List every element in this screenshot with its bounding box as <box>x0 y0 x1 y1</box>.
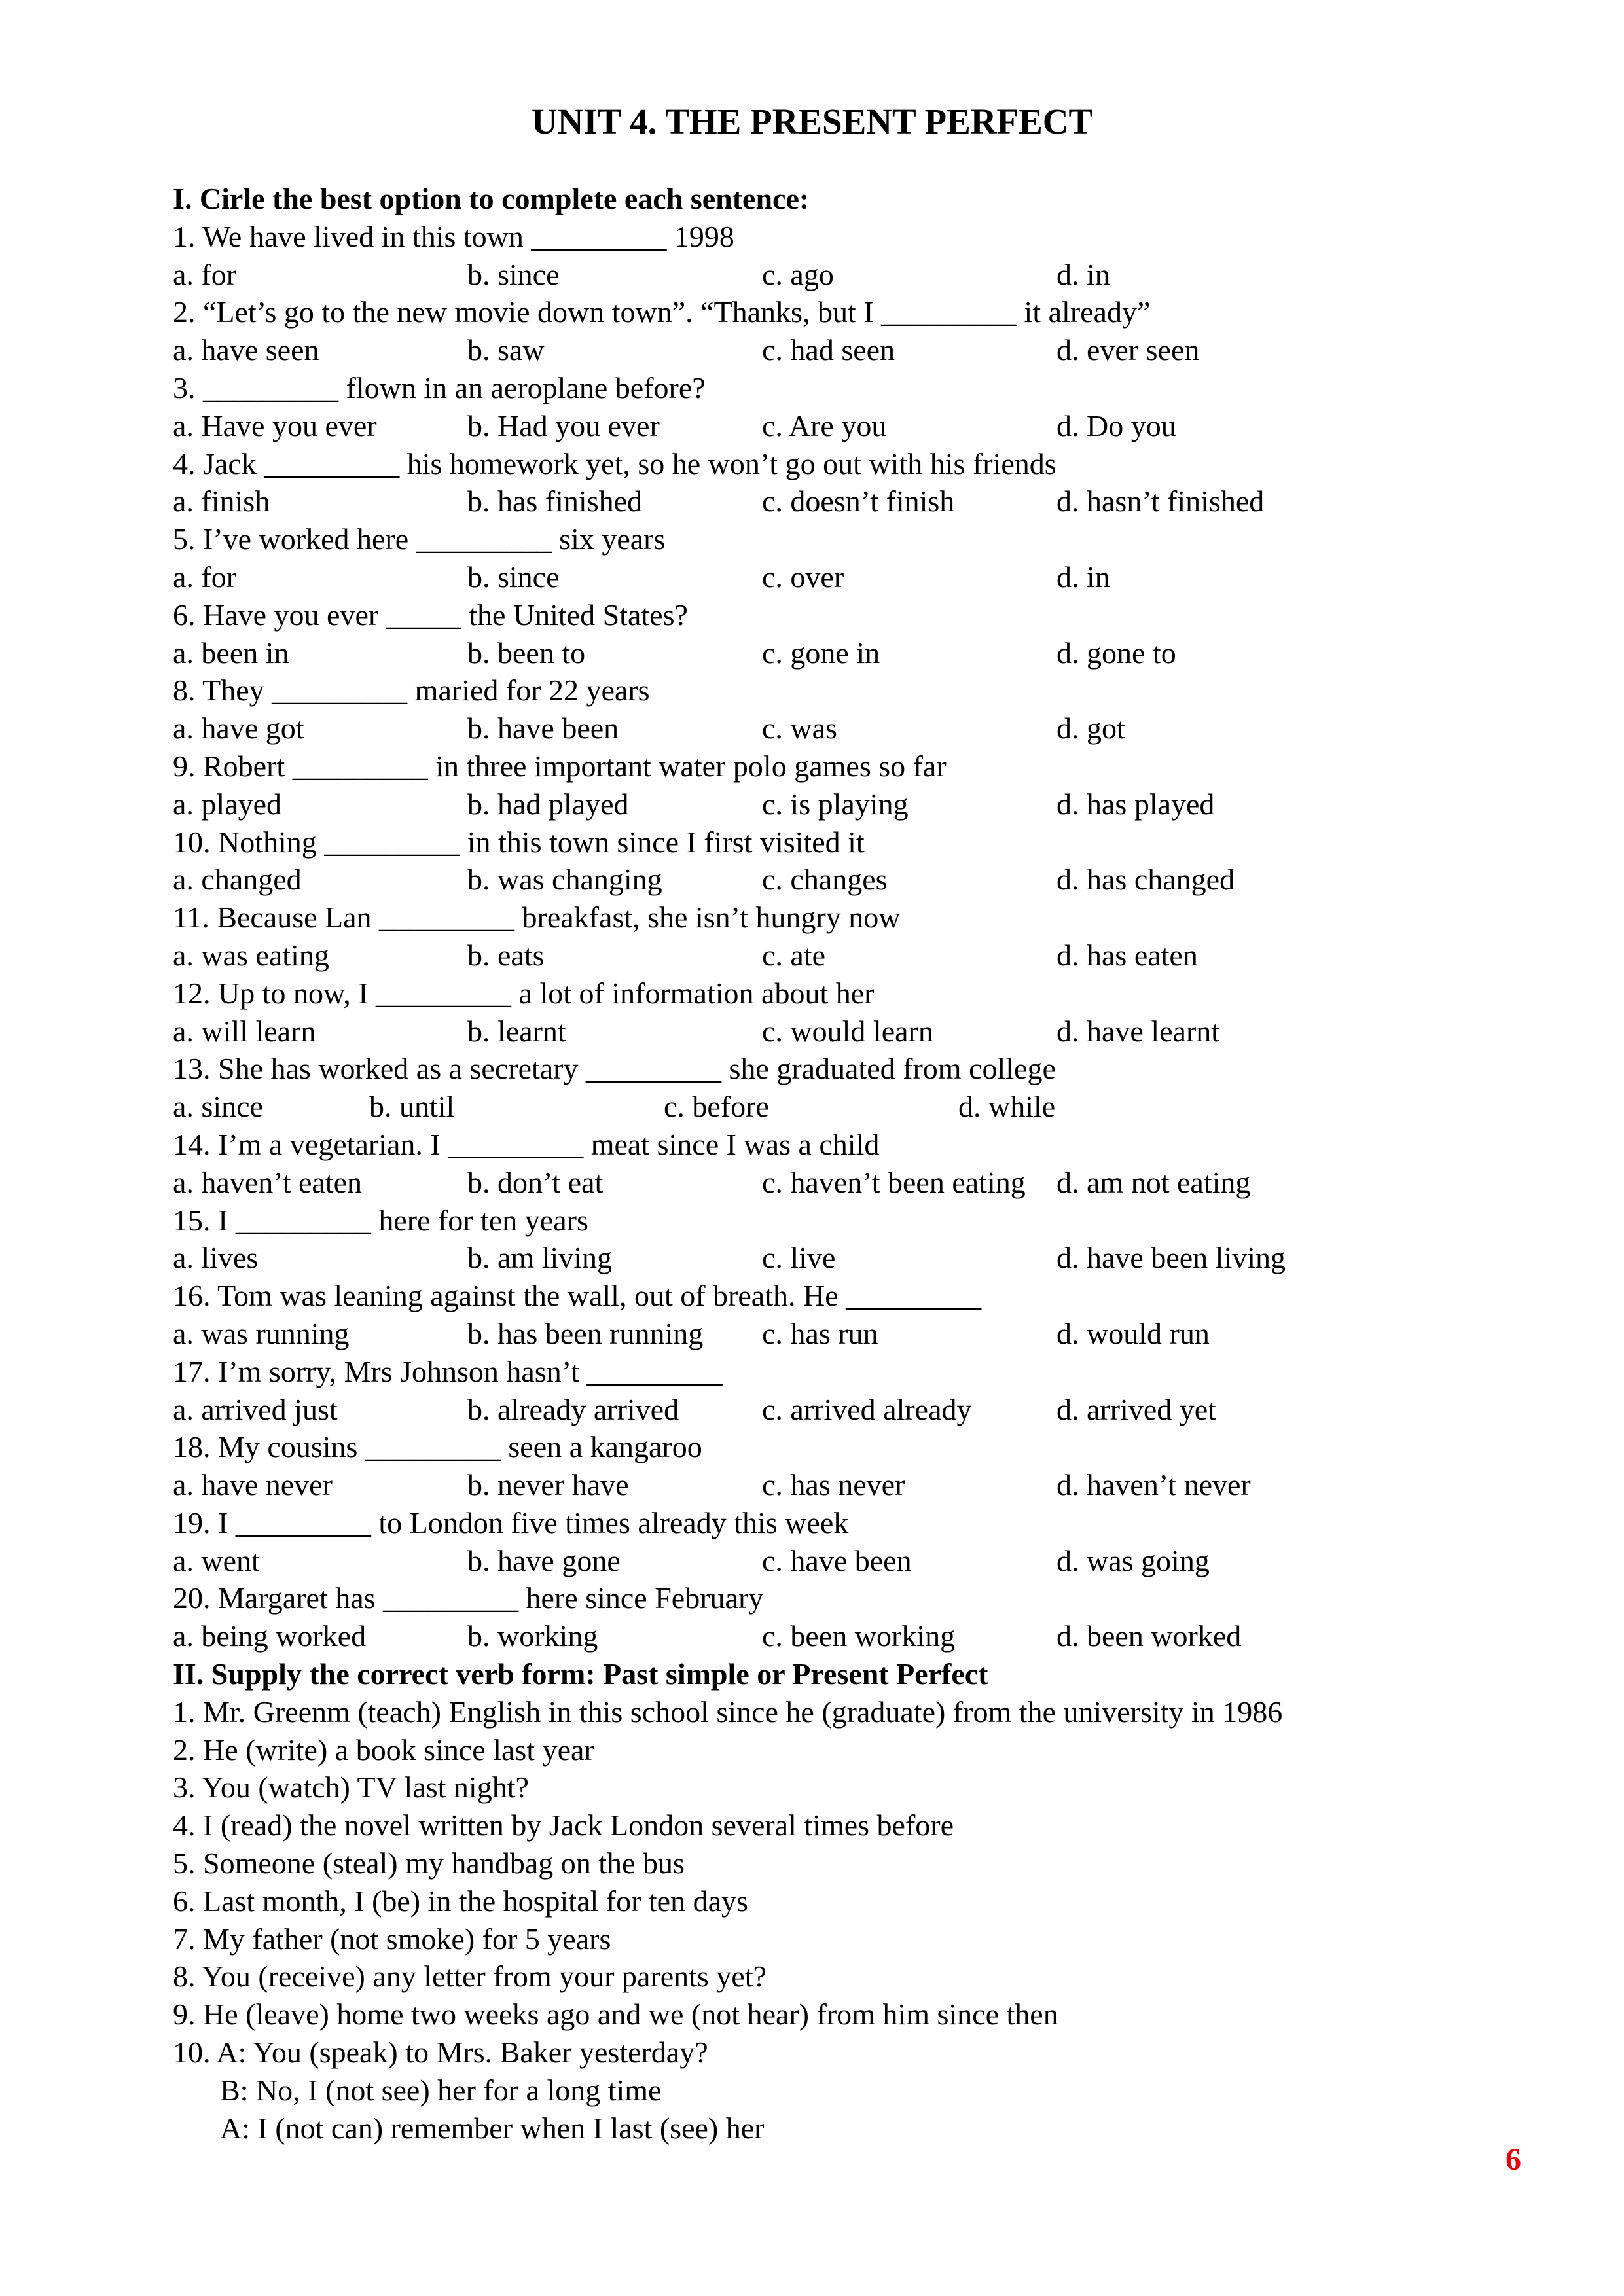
answer-option-a[interactable]: a. for <box>173 560 237 594</box>
answer-option-d[interactable]: d. am not eating <box>1056 1165 1251 1199</box>
question-stem: 12. Up to now, I _________ a lot of information about her <box>173 976 875 1010</box>
answer-option-a[interactable]: a. was running <box>173 1316 350 1350</box>
question-stem: 9. Robert _________ in three important water polo games so far <box>173 749 947 783</box>
answer-option-b[interactable]: b. eats <box>467 938 545 972</box>
answer-option-c[interactable]: c. ago <box>762 257 834 291</box>
answer-option-b[interactable]: b. has been running <box>467 1316 704 1350</box>
answer-option-a[interactable]: a. played <box>173 787 282 821</box>
answer-option-a[interactable]: a. will learn <box>173 1014 316 1048</box>
exercise-item: 10. A: You (speak) to Mrs. Baker yesterday? <box>173 2036 708 2070</box>
answer-options <box>173 1013 1613 1050</box>
answer-option-c[interactable]: c. Are you <box>762 408 887 442</box>
answer-options <box>173 785 1613 823</box>
question-stem: 16. Tom was leaning against the wall, out of breath. He _________ <box>173 1279 982 1313</box>
question-stem: 8. They _________ maried for 22 years <box>173 673 650 708</box>
question-stem: 1. We have lived in this town _________ 1998 <box>173 219 734 253</box>
question-stem: 15. I _________ here for ten years <box>173 1203 588 1237</box>
answer-option-d[interactable]: d. in <box>1056 257 1110 291</box>
exercise-list <box>173 1693 1613 2147</box>
answer-option-b[interactable]: b. had played <box>467 787 629 821</box>
answer-option-d[interactable]: d. has played <box>1056 787 1215 821</box>
question-stem: 3. _________ flown in an aeroplane before? <box>173 370 706 404</box>
answer-option-c[interactable]: c. live <box>762 1241 836 1275</box>
question-stem: 19. I _________ to London five times already this week <box>173 1505 849 1539</box>
answer-option-d[interactable]: d. ever seen <box>1056 333 1200 367</box>
answer-option-a[interactable]: a. Have you ever <box>173 408 377 442</box>
answer-option-c[interactable]: c. arrived already <box>762 1392 972 1426</box>
answer-option-a[interactable]: a. was eating <box>173 938 329 972</box>
answer-option-d[interactable]: d. Do you <box>1056 408 1176 442</box>
answer-option-b[interactable]: b. am living <box>467 1241 613 1275</box>
worksheet-content <box>173 180 1613 2147</box>
question-stem: 5. I’ve worked here _________ six years <box>173 522 666 556</box>
question-stem: 20. Margaret has _________ here since February <box>173 1581 764 1615</box>
answer-option-c[interactable]: c. was <box>762 711 837 745</box>
answer-option-d[interactable]: d. has changed <box>1056 863 1235 897</box>
answer-option-a[interactable]: a. finish <box>173 484 270 518</box>
answer-option-c[interactable]: c. been working <box>762 1619 956 1653</box>
answer-options <box>173 634 1613 672</box>
answer-option-b[interactable]: b. Had you ever <box>467 408 660 442</box>
answer-option-b[interactable]: b. have gone <box>467 1543 621 1577</box>
answer-option-b[interactable]: b. learnt <box>467 1014 566 1048</box>
answer-option-b[interactable]: b. never have <box>467 1468 629 1502</box>
question-stem: 6. Have you ever _____ the United States? <box>173 598 688 632</box>
question-stem: 14. I’m a vegetarian. I _________ meat since I was a child <box>173 1127 880 1161</box>
page-title: UNIT 4. THE PRESENT PERFECT <box>531 101 1093 141</box>
answer-option-b[interactable]: b. working <box>467 1619 598 1653</box>
answer-option-c[interactable]: c. doesn’t finish <box>762 484 955 518</box>
answer-option-c[interactable]: c. is playing <box>762 787 909 821</box>
answer-option-a[interactable]: a. being worked <box>173 1619 367 1653</box>
dialogue-line: B: No, I (not see) her for a long time <box>220 2073 662 2107</box>
page-number: 6 <box>1506 2142 1521 2177</box>
question-stem: 11. Because Lan _________ breakfast, she isn’t hungry now <box>173 901 901 935</box>
answer-options <box>173 482 1613 520</box>
answer-option-c[interactable]: c. changes <box>762 863 888 897</box>
answer-option-b[interactable]: b. was changing <box>467 863 662 897</box>
question-stem: 17. I’m sorry, Mrs Johnson hasn’t _________ <box>173 1354 723 1388</box>
answer-option-b[interactable]: b. been to <box>467 636 586 670</box>
answer-option-c[interactable]: c. have been <box>762 1543 912 1577</box>
answer-option-c[interactable]: c. would learn <box>762 1014 933 1048</box>
answer-option-d[interactable]: d. have been living <box>1056 1241 1286 1275</box>
answer-options <box>173 861 1613 899</box>
answer-options <box>173 1466 1613 1504</box>
answer-option-b[interactable]: b. have been <box>467 711 619 745</box>
answer-options <box>173 558 1613 596</box>
answer-option-d[interactable]: d. been worked <box>1056 1619 1242 1653</box>
answer-option-a[interactable]: a. for <box>173 257 237 291</box>
answer-option-a[interactable]: a. arrived just <box>173 1392 338 1426</box>
section-1-heading: I. Cirle the best option to complete each sentence: <box>173 182 810 215</box>
answer-options <box>173 1088 1613 1126</box>
question-stem: 2. “Let’s go to the new movie down town”. “Thanks, but I _________ it already” <box>173 295 1151 329</box>
answer-option-c[interactable]: c. had seen <box>762 333 895 367</box>
answer-option-c[interactable]: c. ate <box>762 938 826 972</box>
answer-option-a[interactable]: a. since <box>173 1090 263 1124</box>
answer-option-d[interactable]: d. hasn’t finished <box>1056 484 1265 518</box>
answer-option-a[interactable]: a. have got <box>173 711 304 745</box>
exercise-item: 5. Someone (steal) my handbag on the bus <box>173 1846 685 1880</box>
answer-options <box>173 1542 1613 1580</box>
answer-options <box>173 256 1613 294</box>
answer-options <box>173 1391 1613 1429</box>
answer-option-a[interactable]: a. lives <box>173 1241 259 1275</box>
answer-option-d[interactable]: d. have learnt <box>1056 1014 1220 1048</box>
answer-option-a[interactable]: a. been in <box>173 636 289 670</box>
question-stem: 18. My cousins _________ seen a kangaroo <box>173 1430 702 1464</box>
exercise-item: 7. My father (not smoke) for 5 years <box>173 1922 611 1956</box>
answer-option-a[interactable]: a. have never <box>173 1468 333 1502</box>
answer-option-c[interactable]: c. over <box>762 560 844 594</box>
answer-option-a[interactable]: a. went <box>173 1543 260 1577</box>
answer-option-d[interactable]: d. got <box>1056 711 1125 745</box>
exercise-item: 3. You (watch) TV last night? <box>173 1770 529 1804</box>
answer-option-d[interactable]: d. would run <box>1056 1316 1210 1350</box>
answer-option-a[interactable]: a. changed <box>173 863 302 897</box>
answer-option-c[interactable]: c. haven’t been eating <box>762 1165 1026 1199</box>
answer-option-a[interactable]: a. haven’t eaten <box>173 1165 363 1199</box>
answer-option-b[interactable]: b. until <box>369 1090 455 1124</box>
question-stem: 13. She has worked as a secretary _________ she graduated from college <box>173 1052 1056 1086</box>
exercise-item: 8. You (receive) any letter from your parents yet? <box>173 1960 767 1994</box>
answer-options <box>173 1239 1613 1277</box>
answer-options <box>173 407 1613 445</box>
exercise-item: 9. He (leave) home two weeks ago and we (not hear) from him since then <box>173 1998 1058 2032</box>
exercise-item: 1. Mr. Greenm (teach) English in this school since he (graduate) from the university in 1986 <box>173 1695 1283 1729</box>
exercise-item: 4. I (read) the novel written by Jack London several times before <box>173 1808 954 1842</box>
question-stem: 10. Nothing _________ in this town since I first visited it <box>173 825 865 859</box>
answer-options <box>173 709 1613 747</box>
answer-option-b[interactable]: b. since <box>467 560 560 594</box>
answer-option-d[interactable]: d. gone to <box>1056 636 1176 670</box>
answer-option-d[interactable]: d. haven’t never <box>1056 1468 1251 1502</box>
question-stem: 4. Jack _________ his homework yet, so he won’t go out with his friends <box>173 446 1056 480</box>
exercise-item: 2. He (write) a book since last year <box>173 1732 594 1767</box>
answer-options <box>173 331 1613 369</box>
answer-option-d[interactable]: d. while <box>958 1090 1056 1124</box>
answer-option-d[interactable]: d. arrived yet <box>1056 1392 1216 1426</box>
answer-option-c[interactable]: c. has run <box>762 1316 878 1350</box>
section-2-heading: II. Supply the correct verb form: Past simple or Present Perfect <box>173 1657 988 1691</box>
question-list <box>173 218 1613 1655</box>
answer-option-b[interactable]: b. don’t eat <box>467 1165 604 1199</box>
answer-option-d[interactable]: d. has eaten <box>1056 938 1198 972</box>
answer-option-d[interactable]: d. was going <box>1056 1543 1210 1577</box>
answer-options <box>173 1617 1613 1655</box>
answer-option-b[interactable]: b. since <box>467 257 560 291</box>
answer-option-b[interactable]: b. has finished <box>467 484 643 518</box>
exercise-item: 6. Last month, I (be) in the hospital for ten days <box>173 1884 748 1918</box>
answer-options <box>173 1315 1613 1353</box>
answer-option-b[interactable]: b. already arrived <box>467 1392 679 1426</box>
answer-option-b[interactable]: b. saw <box>467 333 545 367</box>
answer-option-c[interactable]: c. has never <box>762 1468 905 1502</box>
dialogue-line: A: I (not can) remember when I last (see) her <box>220 2111 765 2145</box>
answer-option-a[interactable]: a. have seen <box>173 333 319 367</box>
answer-options <box>173 937 1613 975</box>
answer-option-d[interactable]: d. in <box>1056 560 1110 594</box>
answer-option-c[interactable]: c. before <box>664 1090 769 1124</box>
answer-options <box>173 1164 1613 1202</box>
answer-option-c[interactable]: c. gone in <box>762 636 880 670</box>
